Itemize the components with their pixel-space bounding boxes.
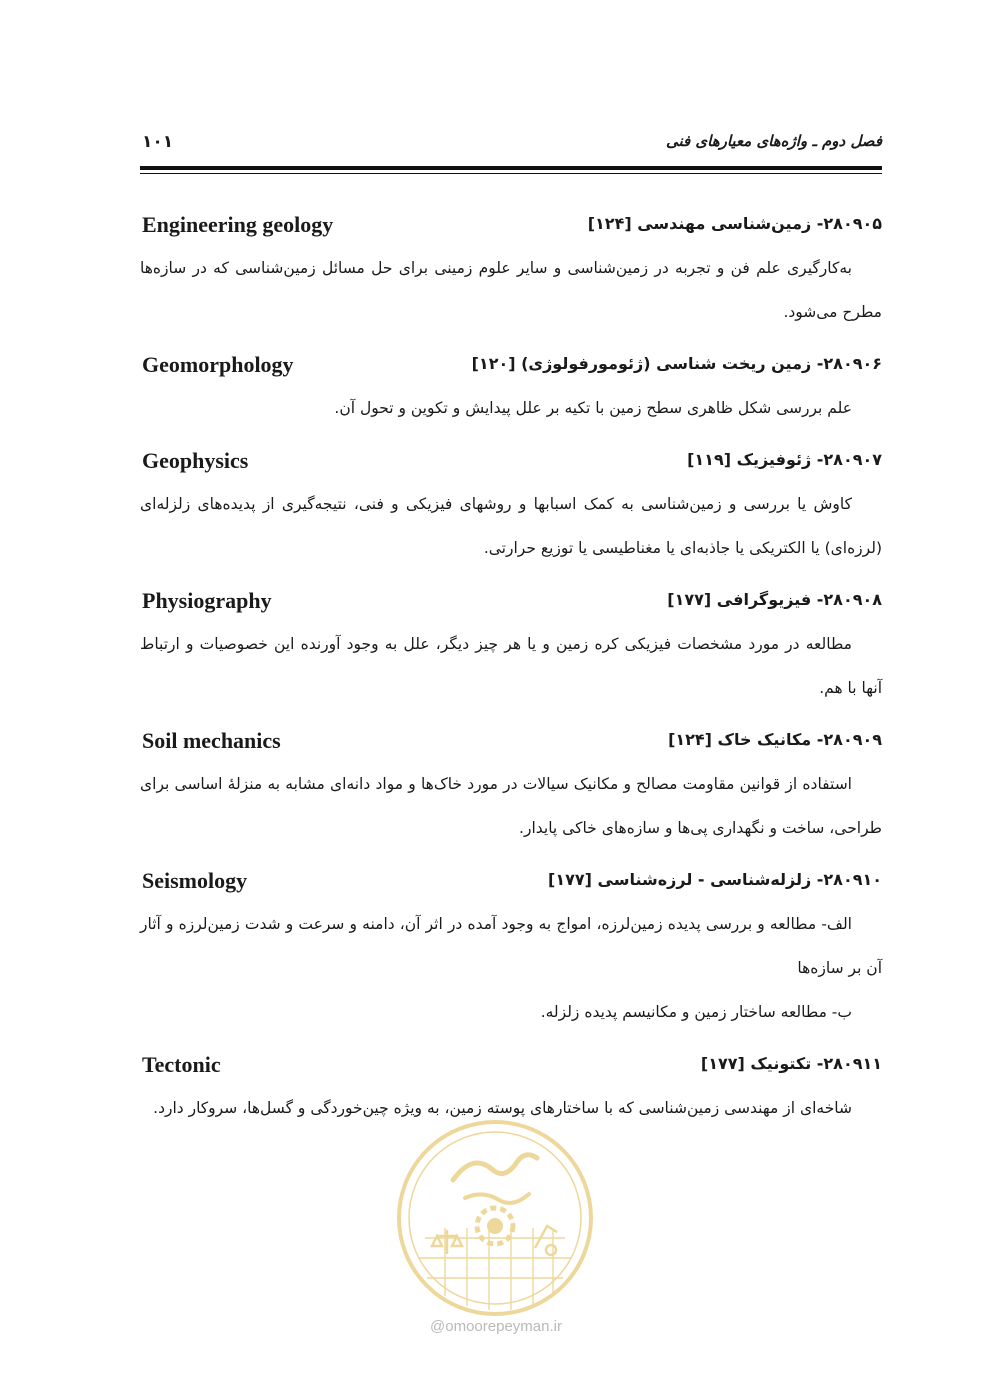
entry-english-term: Soil mechanics [142,728,281,753]
entry-term: ۲۸۰۹۰۹- مکانیک خاک [۱۲۴] [668,730,882,749]
entry-heading [140,862,882,902]
entry-definition: به‌کارگیری علم فن و تجربه در زمین‌شناسی و سایر علوم زمینی برای حل مسائل زمین‌شناسی که در سازه‌ها مطرح می‌شود. [140,259,882,321]
entry-english-term: Geophysics [142,448,249,473]
glossary-entry [140,206,882,334]
running-title: فصل دوم ـ واژه‌های معیارهای فنی [665,132,882,150]
glossary-entry [140,582,882,710]
entry-term: ۲۸۰۹۰۷- ژئوفیزیک [۱۱۹] [687,450,882,469]
entry-definition: الف- مطالعه و بررسی پدیده زمین‌لرزه، امواج به وجود آمده در اثر آن، دامنه و سرعت و شدت زمین‌لرزه و آثار آن بر سازه‌ها [140,915,882,977]
entry-term: ۲۸۰۹۱۱- تکتونیک [۱۷۷] [700,1054,882,1073]
entry-definition: مطالعه در مورد مشخصات فیزیکی کره زمین و یا هر چیز دیگر، علل به وجود آورنده این خصوصیات و ارتباط آنها با هم. [140,635,882,697]
entry-english-term: Tectonic [142,1052,221,1077]
page-header [140,128,882,164]
entry-term: ۲۸۰۹۰۵- زمین‌شناسی مهندسی [۱۲۴] [587,214,882,233]
glossary-entry [140,346,882,430]
entry-english-term: Engineering geology [142,212,334,237]
entry-english-term: Geomorphology [142,352,294,377]
glossary-entry [140,862,882,1034]
entry-heading [140,582,882,622]
entry-term: ۲۸۰۹۰۸- فیزیوگرافی [۱۷۷] [667,590,882,609]
header-rule-thin [140,173,882,174]
entry-definition: شاخه‌ای از مهندسی زمین‌شناسی که با ساختارهای پوسته زمین، به ویژه چین‌خوردگی و گسل‌ها، سروکار دارد. [153,1099,852,1117]
glossary-entry [140,442,882,570]
watermark-logo [395,1118,595,1318]
entry-term: ۲۸۰۹۰۶- زمین ریخت شناسی (ژئومورفولوژی) [۱۲۰] [471,354,882,373]
page-number: ۱۰۱ [142,132,174,152]
entry-definition-part-b: ب- مطالعه ساختار زمین و مکانیسم پدیده زلزله. [540,1003,852,1021]
entry-heading [140,442,882,482]
entry-english-term: Physiography [142,588,272,613]
entry-heading [140,346,882,386]
entry-definition: استفاده از قوانین مقاومت مصالح و مکانیک سیالات در مورد خاک‌ها و مواد دانه‌ای مشابه به منزلهٔ اساسی برای طراحی، ساخت و نگهداری پی‌ها و سازه‌های خاکی پایدار. [140,775,882,837]
glossary-entries [140,206,882,1142]
glossary-entry [140,722,882,850]
entry-heading [140,722,882,762]
entry-heading [140,206,882,246]
entry-definition: علم بررسی شکل ظاهری سطح زمین با تکیه بر علل پیدایش و تکوین و تحول آن. [334,399,852,417]
entry-english-term: Seismology [142,868,248,893]
entry-heading [140,1046,882,1086]
entry-definition: کاوش یا بررسی و زمین‌شناسی به کمک اسبابها و روشهای فیزیکی و فنی، نتیجه‌گیری از پدیده‌های زلزله‌ای (لرزه‌ای) یا الکتریکی یا جاذبه‌ای یا مغناطیسی یا توزیع حرارتی. [140,495,882,557]
watermark-url: @omoorepeyman.ir [430,1318,562,1335]
header-rule-thick [140,166,882,170]
entry-term: ۲۸۰۹۱۰- زلزله‌شناسی - لرزه‌شناسی [۱۷۷] [548,870,882,889]
